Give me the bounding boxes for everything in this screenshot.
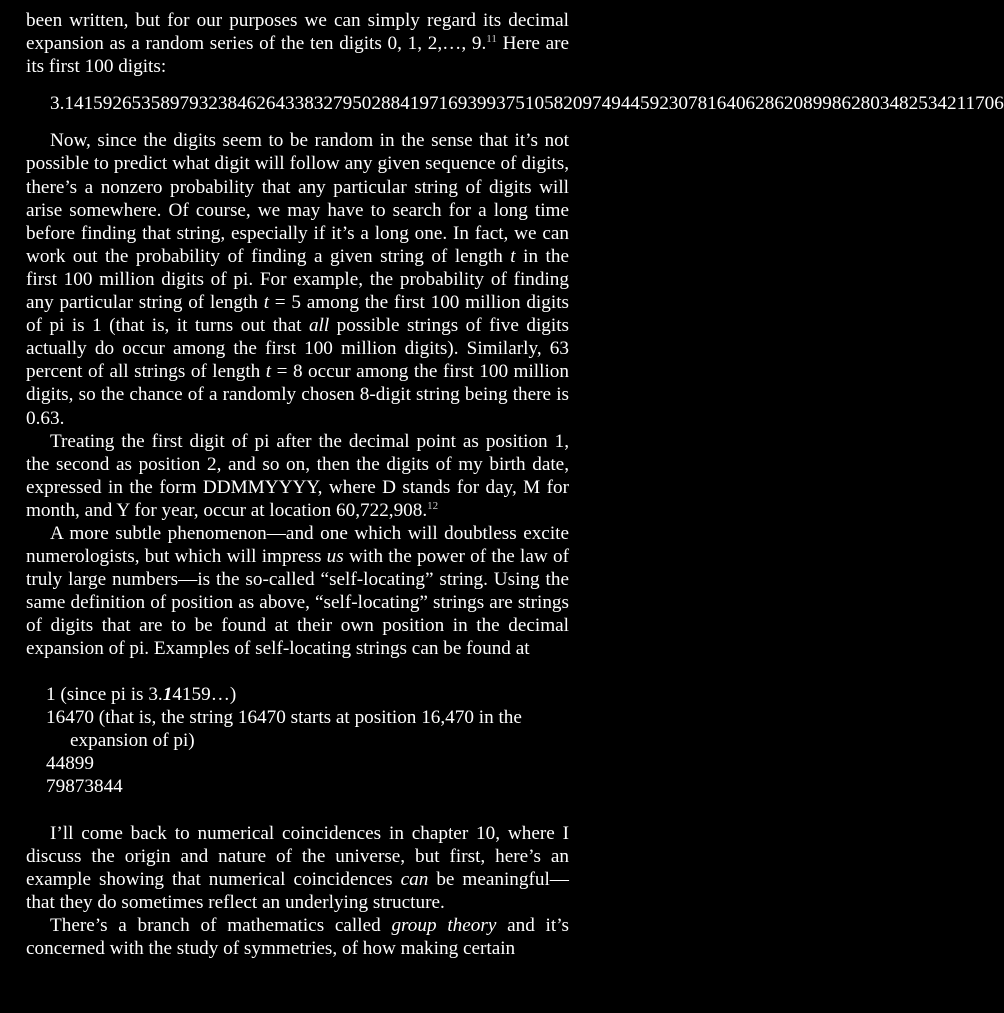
paragraph-intro <box>26 9 569 78</box>
paragraph-probability <box>26 129 569 429</box>
text: possible strings of five digits actually do occur among the first 100 million digits). Similarly, 63 percent of all strings of length <box>26 315 570 383</box>
footnote-ref-12[interactable]: 12 <box>427 499 439 512</box>
self-locating-list <box>46 683 569 798</box>
text: I’ll come back to numerical coincidences in chapter 10, where I discuss the origin and nature of the universe, but first, here’s an example showing that numerical coincidences <box>26 823 569 891</box>
emphasis-can: can <box>400 869 429 891</box>
list-item <box>46 683 569 706</box>
list-item: 44899 <box>46 752 94 774</box>
text: in the first 100 million digits of pi. For example, the probability of finding any particular string of length <box>26 245 569 314</box>
page-content <box>26 9 1004 961</box>
paragraph-self-locating <box>26 522 569 661</box>
text: and it’s concerned with the study of symmetries, of how making certain <box>26 915 569 960</box>
text: Now, since the digits seem to be random in the sense that it’s not possible to predict what digit will follow any given sequence of digits, there’s a nonzero probability that any particular string of digits will arise somewhere. Of course, we may have to search for a long time before finding that string, especially if it’s a long one. In fact, we can work out the probability of finding a given string of length <box>26 130 569 267</box>
emphasis-us: us <box>326 546 344 568</box>
text: with the power of the law of truly large numbers—is the so-called “self-locating” string. Using the same definition of position as above, “self-locating” strings are strings of digits that are to be found at their own position in the decimal expansion of pi. Examples of self-locating strings can be found at <box>26 546 569 660</box>
pi-digits: 3.14159265358979323846264338327950288419716939937510582097494459230781640628620899862803482534211706 <box>50 93 1004 115</box>
text: 1 (since pi is 3. <box>46 683 163 705</box>
text: Here are its first 100 digits: <box>26 33 569 78</box>
list-item: 16470 (that is, the string 16470 starts at position 16,470 in the expansion of pi) <box>46 706 522 751</box>
paragraph-birthdate <box>26 430 569 522</box>
paragraph-group-theory <box>26 914 569 960</box>
text: Treating the first digit of pi after the decimal point as position 1, the second as position 2, and so on, then the digits of my birth date, expressed in the form DDMMYYYY, where D stands for day, M for month, and Y for year, occur at location 60,722,908. <box>26 430 569 521</box>
text: There’s a branch of mathematics called <box>50 915 392 937</box>
text: = 5 among the first 100 million digits of pi is 1 (that is, it turns out that <box>26 292 569 337</box>
paragraph-coincidences <box>26 822 569 914</box>
var-t: t <box>510 245 516 267</box>
text: been written, but for our purposes we can simply regard its decimal expansion as a random series of the ten digits 0, 1, 2,…, 9. <box>26 10 569 55</box>
var-t: t <box>265 361 272 383</box>
emphasis-group-theory: group theory <box>391 915 497 937</box>
text: 4159…) <box>172 683 237 705</box>
emphasis-digit: 1 <box>162 683 173 705</box>
text: be meaningful—that they do sometimes reflect an underlying structure. <box>26 869 569 914</box>
list-item: 79873844 <box>46 775 123 797</box>
text: = 8 occur among the first 100 million digits, so the chance of a randomly chosen 8-digit string being there is 0.63. <box>26 361 569 429</box>
var-t: t <box>263 292 270 314</box>
footnote-ref-11[interactable]: 11 <box>486 33 497 46</box>
emphasis-all: all <box>308 315 330 337</box>
text: A more subtle phenomenon—and one which will doubtless excite numerologists, but which will impress <box>26 522 569 568</box>
